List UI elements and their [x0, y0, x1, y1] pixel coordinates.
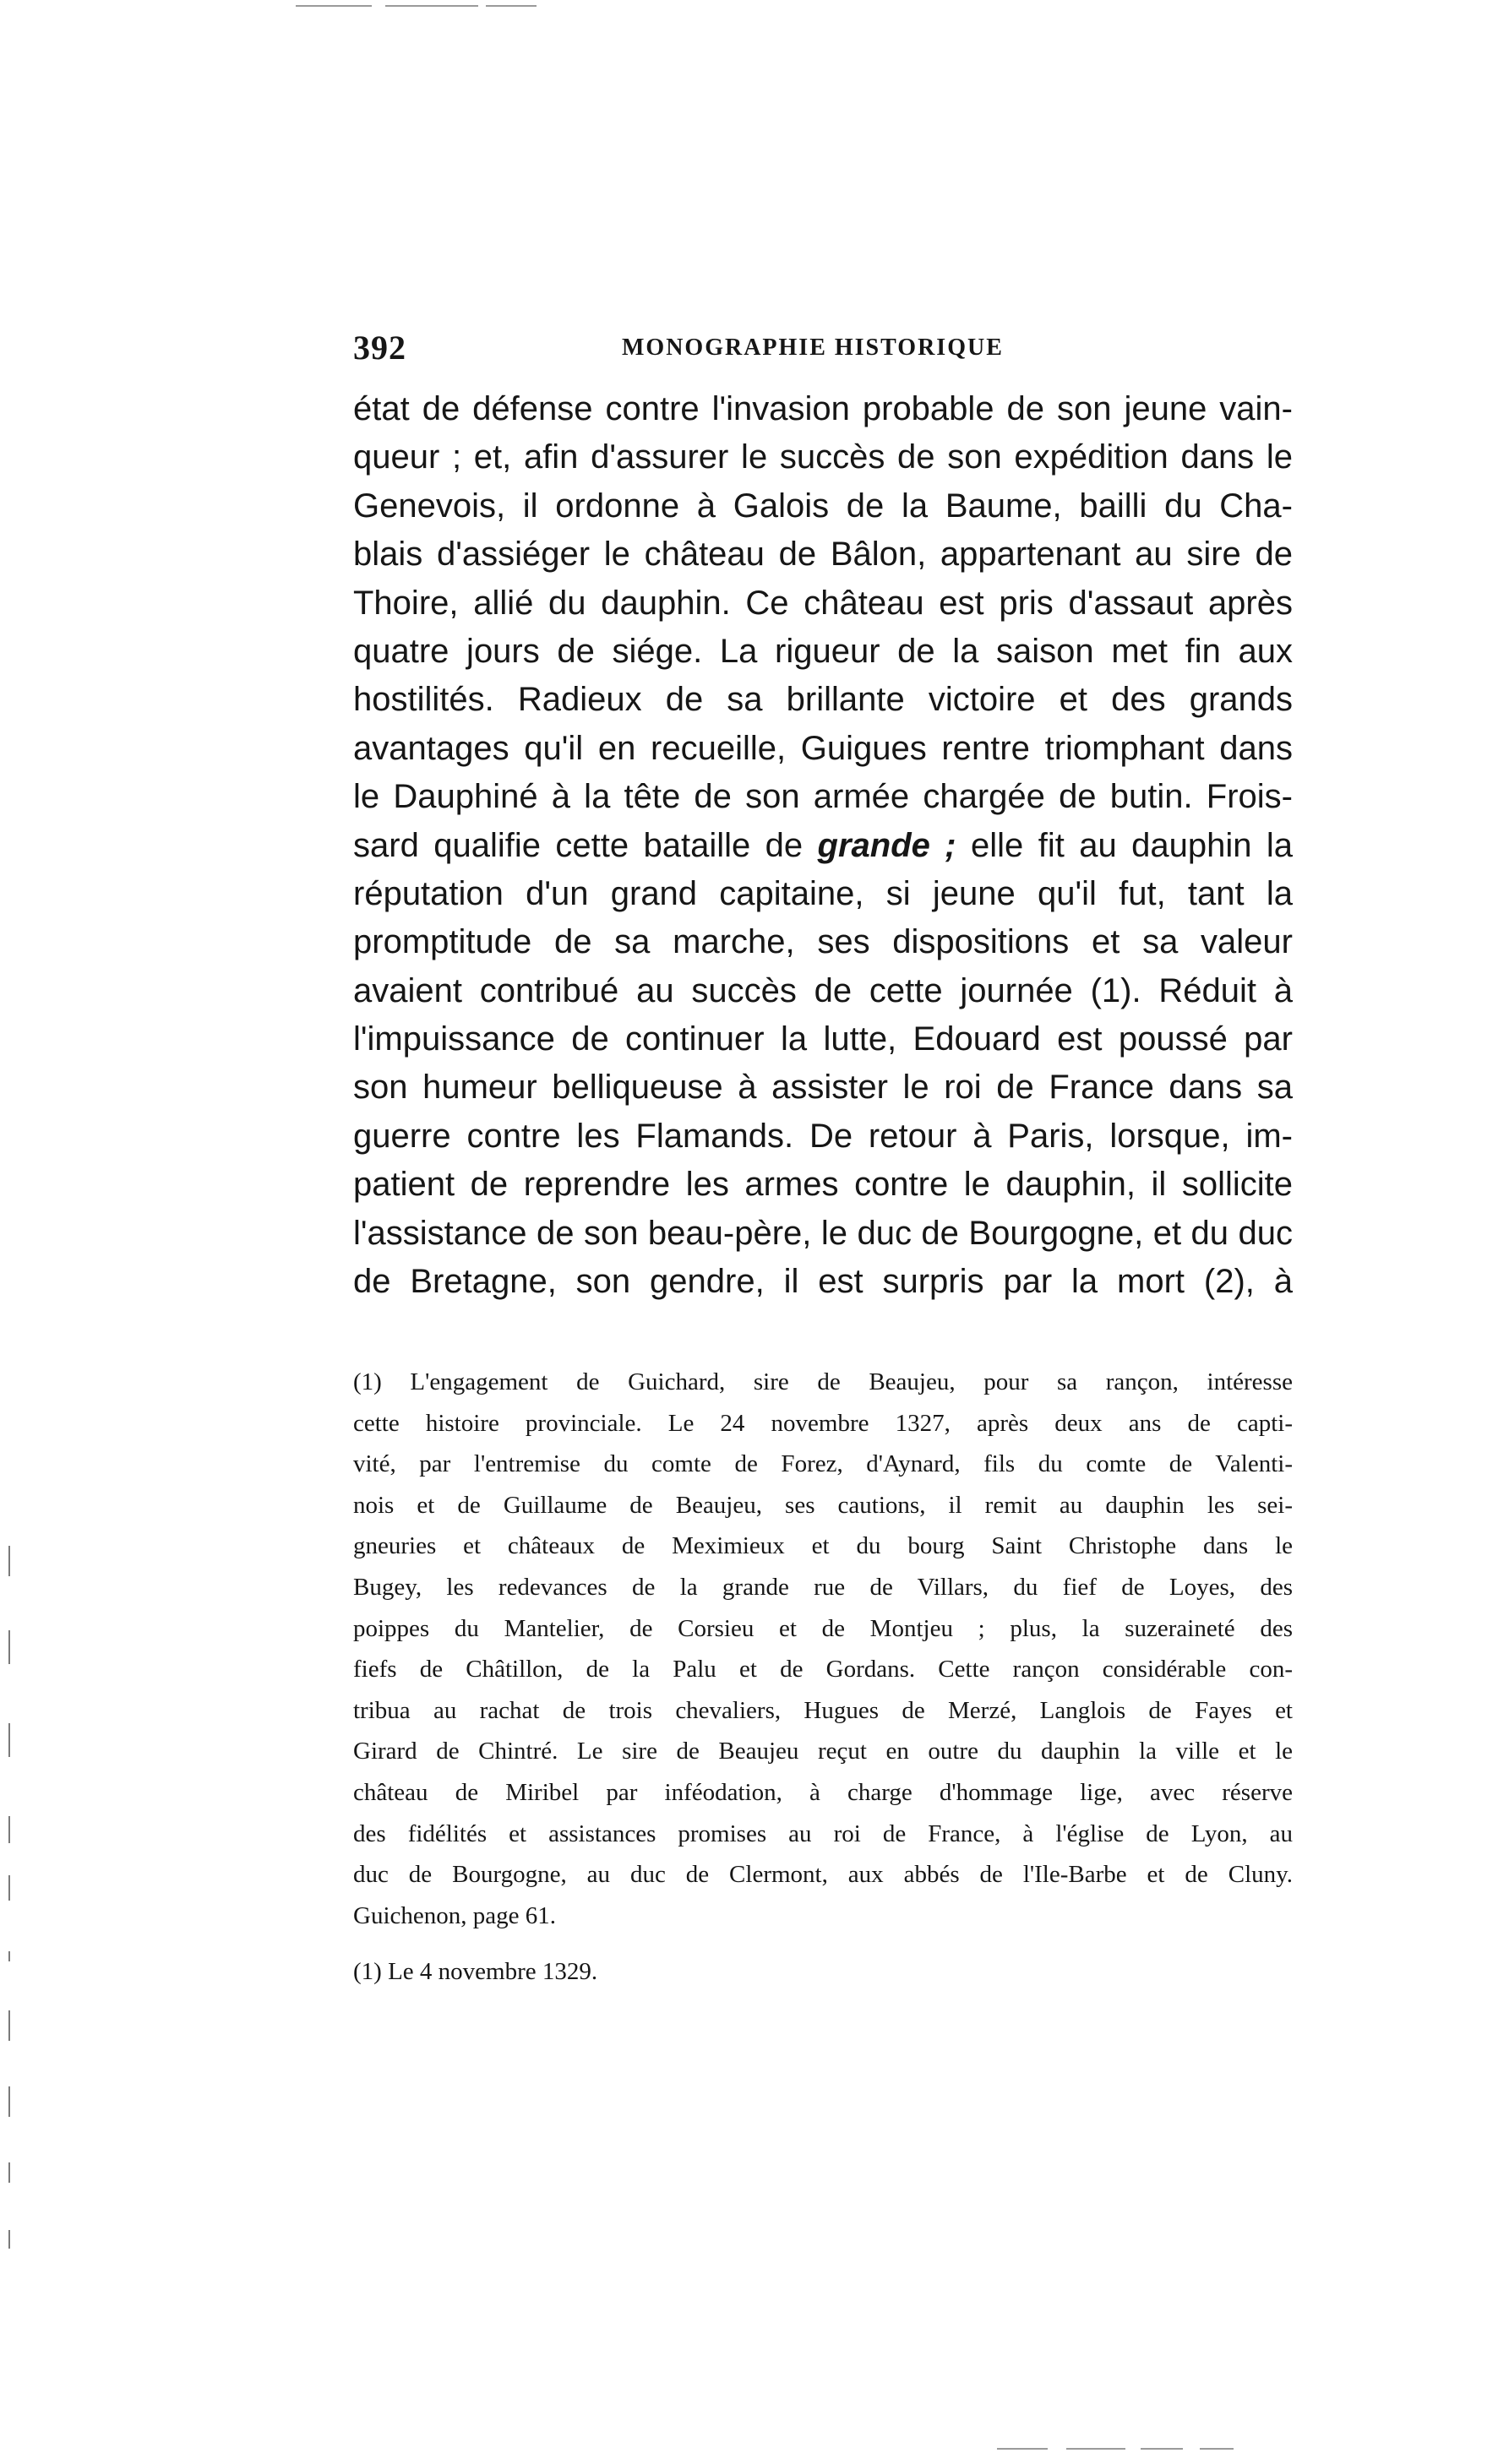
bottom-edge-rule [1141, 2448, 1183, 2450]
margin-mark [8, 1875, 10, 1901]
margin-mark [8, 1951, 10, 1961]
margin-mark [8, 2230, 10, 2249]
footnote-line: des fidélités et assistances promises au roi de France, à l'église de Lyon, au [353, 1819, 1293, 1847]
text-segment: sard qualifie cette bataille de [353, 826, 804, 864]
margin-mark [8, 1816, 10, 1843]
text-line-with-emphasis [353, 822, 1293, 870]
text-line: son humeur belliqueuse à assister le roi de France dans sa [353, 1069, 1293, 1107]
top-edge-rule [385, 5, 478, 7]
text-line: réputation d'un grand capitaine, si jeune qu'il fut, tant la [353, 874, 1293, 912]
text-segment: elle fit au dauphin la [956, 826, 1294, 864]
footnote-line: (1) L'engagement de Guichard, sire de Beaujeu, pour sa rançon, intéresse [353, 1368, 1293, 1395]
footnote-line: cette histoire provinciale. Le 24 novembre 1327, après deux ans de capti- [353, 1409, 1293, 1437]
text-line: patient de reprendre les armes contre le dauphin, il sollicite [353, 1166, 1293, 1204]
text-line: l'assistance de son beau-père, le duc de Bourgogne, et du duc [353, 1214, 1293, 1252]
footnotes [353, 1362, 1293, 1993]
text-line: état de défense contre l'invasion probable de son jeune vain- [353, 390, 1293, 427]
footnote-line: vité, par l'entremise du comte de Forez, d'Aynard, fils du comte de Valenti- [353, 1450, 1293, 1478]
running-title: MONOGRAPHIE HISTORIQUE [622, 335, 1004, 361]
footnote-line: Bugey, les redevances de la grande rue de Villars, du fief de Loyes, des [353, 1573, 1293, 1601]
text-line: de Bretagne, son gendre, il est surpris par la mort (2), à [353, 1263, 1293, 1301]
margin-mark [8, 1630, 10, 1664]
footnote-line: poippes du Mantelier, de Corsieu et de Montjeu ; plus, la suzeraineté des [353, 1614, 1293, 1642]
text-line: blais d'assiéger le château de Bâlon, appartenant au sire de [353, 536, 1293, 574]
footnote-line: duc de Bourgogne, au duc de Clermont, aux abbés de l'Ile-Barbe et de Cluny. [353, 1861, 1293, 1889]
text-line: hostilités. Radieux de sa brillante victoire et des grands [353, 681, 1293, 719]
footnote-line: Guichenon, page 61. [353, 1901, 556, 1929]
margin-mark [8, 1723, 10, 1757]
text-line: Thoire, allié du dauphin. Ce château est pris d'assaut après [353, 584, 1293, 622]
footnote-line: Girard de Chintré. Le sire de Beaujeu reçut en outre du dauphin la ville et le [353, 1738, 1293, 1765]
footnote-line: tribua au rachat de trois chevaliers, Hugues de Merzé, Langlois de Fayes et [353, 1696, 1293, 1724]
footnote-line: fiefs de Châtillon, de la Palu et de Gordans. Cette rançon considérable con- [353, 1656, 1293, 1683]
footnote-line: nois et de Guillaume de Beaujeu, ses cautions, il remit au dauphin les sei- [353, 1491, 1293, 1519]
text-line: le Dauphiné à la tête de son armée chargée de butin. Frois- [353, 778, 1293, 816]
text-line: queur ; et, afin d'assurer le succès de son expédition dans le [353, 438, 1293, 476]
text-line: promptitude de sa marche, ses dispositions et sa valeur [353, 923, 1293, 961]
page-header [353, 328, 1293, 375]
footnote-2: (1) Le 4 novembre 1329. [353, 1958, 598, 1986]
emphasized-word: grande ; [817, 826, 956, 864]
footnote-line: château de Miribel par inféodation, à charge d'hommage lige, avec réserve [353, 1778, 1293, 1806]
text-line: guerre contre les Flamands. De retour à Paris, lorsque, im- [353, 1117, 1293, 1155]
text-line: quatre jours de siége. La rigueur de la saison met fin aux [353, 632, 1293, 670]
footnote-line: gneuries et châteaux de Meximieux et du bourg Saint Christophe dans le [353, 1532, 1293, 1560]
text-line: l'impuissance de continuer la lutte, Edouard est poussé par [353, 1020, 1293, 1058]
top-edge-rule [296, 5, 372, 7]
margin-mark [8, 2162, 10, 2183]
margin-mark [8, 1546, 10, 1576]
text-line: avantages qu'il en recueille, Guigues rentre triomphant dans [353, 729, 1293, 767]
margin-mark [8, 2086, 10, 2117]
top-edge-rule [486, 5, 537, 7]
page-number: 392 [353, 329, 406, 367]
footnote-gap [353, 1936, 1293, 1951]
margin-mark [8, 2010, 10, 2041]
text-line: avaient contribué au succès de cette journée (1). Réduit à [353, 971, 1293, 1009]
bottom-edge-rule [997, 2448, 1048, 2450]
bottom-edge-rule [1066, 2448, 1125, 2450]
text-line: Genevois, il ordonne à Galois de la Baume, bailli du Cha- [353, 487, 1293, 525]
bottom-edge-rule [1200, 2448, 1234, 2450]
main-text [353, 385, 1293, 1306]
